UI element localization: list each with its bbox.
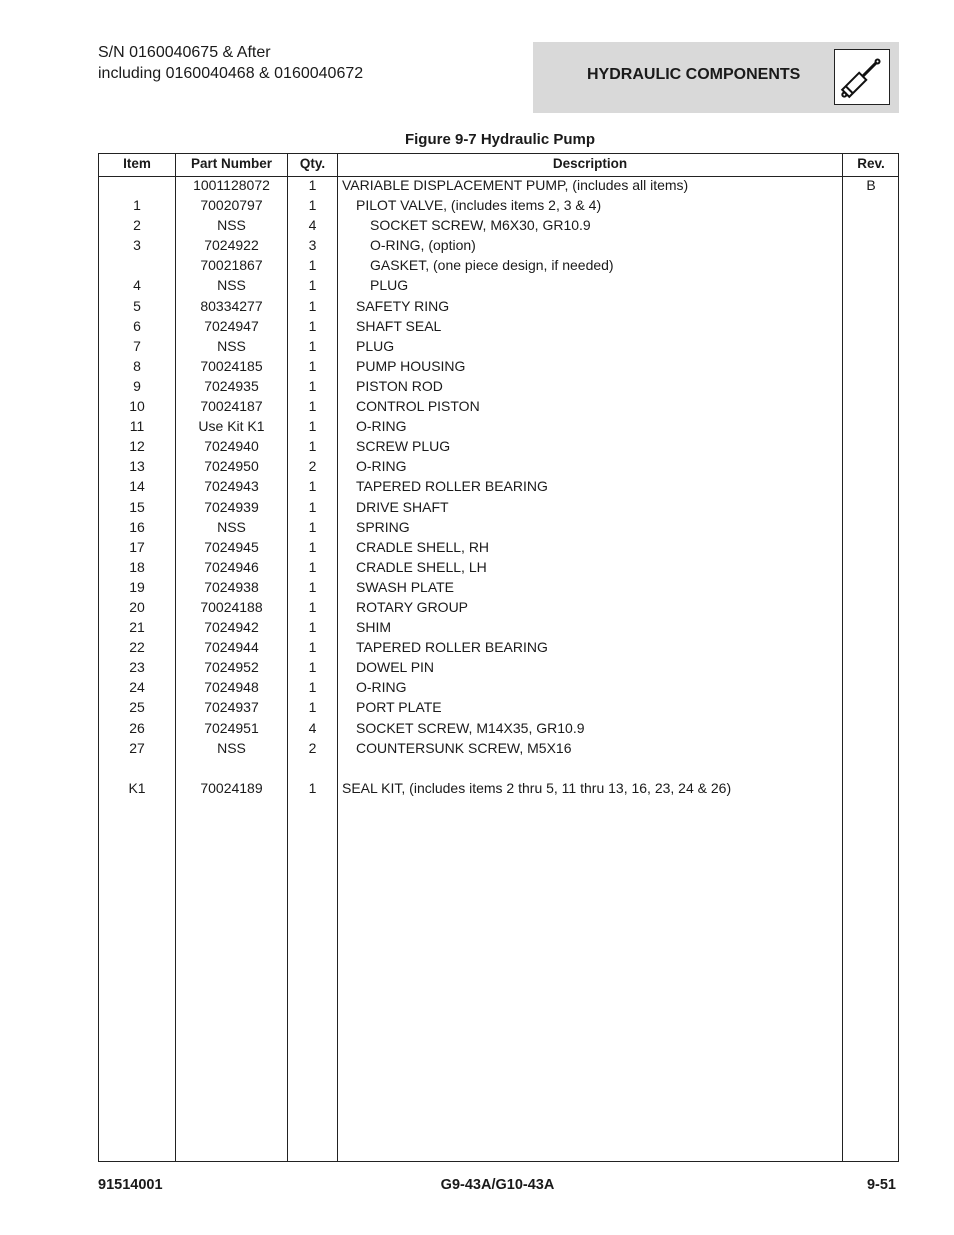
cell-description: CONTROL PISTON xyxy=(356,398,480,415)
cell-description: SOCKET SCREW, M14X35, GR10.9 xyxy=(356,719,585,736)
hydraulic-cylinder-icon xyxy=(834,49,890,105)
cell-qty: 4 xyxy=(308,217,317,234)
cell-description: PILOT VALVE, (includes items 2, 3 & 4) xyxy=(356,197,602,214)
cell-item: 23 xyxy=(129,659,145,676)
cell-qty: 1 xyxy=(308,478,317,495)
cell-description: SAFETY RING xyxy=(356,297,450,314)
cell-part-number: 70024188 xyxy=(200,598,263,615)
cell-part-number: NSS xyxy=(217,518,246,535)
cell-qty: 3 xyxy=(308,237,317,254)
cell-part-number: 7024946 xyxy=(204,558,259,575)
cell-item: 4 xyxy=(133,277,141,294)
cell-qty: 1 xyxy=(308,659,317,676)
cell-part-number: 70024187 xyxy=(200,398,263,415)
cell-qty: 2 xyxy=(308,458,317,475)
col-header-rev: Rev. xyxy=(857,156,885,171)
cell-qty: 1 xyxy=(308,257,317,274)
cell-description: DRIVE SHAFT xyxy=(356,498,449,515)
cell-part-number: 70024189 xyxy=(200,779,263,796)
cell-part-number: 70024185 xyxy=(200,357,263,374)
cell-item: 21 xyxy=(129,619,145,636)
cell-qty: 1 xyxy=(308,277,317,294)
cell-description: O-RING, (option) xyxy=(370,237,476,254)
cell-item: 1 xyxy=(133,197,141,214)
table-row xyxy=(99,557,898,577)
cell-description: PISTON ROD xyxy=(356,377,443,394)
cell-qty: 1 xyxy=(308,398,317,415)
cell-item: 17 xyxy=(129,538,145,555)
cell-description: O-RING xyxy=(356,458,407,475)
cell-item: 15 xyxy=(129,498,145,515)
cell-description: CRADLE SHELL, LH xyxy=(356,558,487,575)
cell-qty: 4 xyxy=(308,719,317,736)
cell-description: SPRING xyxy=(356,518,410,535)
cell-description: O-RING xyxy=(356,418,407,435)
table-row xyxy=(99,577,898,597)
table-row xyxy=(99,738,898,758)
cell-description: SWASH PLATE xyxy=(356,578,455,595)
cell-description: DOWEL PIN xyxy=(356,659,435,676)
table-row xyxy=(99,476,898,496)
table-row xyxy=(99,416,898,436)
cell-qty: 1 xyxy=(308,679,317,696)
cell-description: COUNTERSUNK SCREW, M5X16 xyxy=(356,739,572,756)
col-header-description: Description xyxy=(552,156,628,171)
table-row xyxy=(99,336,898,356)
table-row xyxy=(99,637,898,657)
cell-qty: 1 xyxy=(308,558,317,575)
cell-qty: 1 xyxy=(308,699,317,716)
cell-part-number: 7024942 xyxy=(204,619,259,636)
cell-part-number: NSS xyxy=(217,739,246,756)
footer-page-number: 9-51 xyxy=(866,1177,896,1193)
cell-item: 6 xyxy=(133,317,141,334)
cell-part-number: NSS xyxy=(217,337,246,354)
cell-description: O-RING xyxy=(356,679,407,696)
table-row xyxy=(99,677,898,697)
cell-part-number: NSS xyxy=(217,277,246,294)
cell-description: ROTARY GROUP xyxy=(356,598,469,615)
cell-part-number: 7024935 xyxy=(204,377,259,394)
table-row xyxy=(99,718,898,738)
cell-part-number: Use Kit K1 xyxy=(198,418,265,435)
table-row xyxy=(99,758,898,798)
cell-qty: 1 xyxy=(308,518,317,535)
table-row xyxy=(99,376,898,396)
col-header-item: Item xyxy=(123,156,151,171)
cell-item: 13 xyxy=(129,458,145,475)
section-title: HYDRAULIC COMPONENTS xyxy=(587,66,801,83)
cell-item: 14 xyxy=(129,478,145,495)
cell-rev: B xyxy=(866,177,876,193)
cell-qty: 1 xyxy=(308,498,317,515)
cell-qty: 1 xyxy=(308,418,317,435)
table-row xyxy=(99,497,898,517)
cell-part-number: 7024940 xyxy=(204,438,259,455)
cell-item: 20 xyxy=(129,598,145,615)
cell-description: SOCKET SCREW, M6X30, GR10.9 xyxy=(370,217,591,234)
col-header-part-number: Part Number xyxy=(190,156,273,171)
cell-qty: 1 xyxy=(308,357,317,374)
cell-qty: 1 xyxy=(308,598,317,615)
cell-part-number: 7024937 xyxy=(204,699,259,716)
col-header-qty: Qty. xyxy=(299,156,326,171)
cell-item: 18 xyxy=(129,558,145,575)
table-row xyxy=(99,657,898,677)
cell-item: 22 xyxy=(129,639,145,656)
serial-line-1: S/N 0160040675 & After xyxy=(98,44,271,61)
cell-part-number: 7024951 xyxy=(204,719,259,736)
cell-part-number: 70021867 xyxy=(200,257,263,274)
table-row xyxy=(99,697,898,717)
table-row xyxy=(99,255,898,275)
table-row xyxy=(99,215,898,235)
cell-item: 2 xyxy=(133,217,141,234)
cell-qty: 1 xyxy=(308,779,317,796)
cell-item: 26 xyxy=(129,719,145,736)
cell-item: 27 xyxy=(129,739,145,756)
cell-description: TAPERED ROLLER BEARING xyxy=(356,478,548,495)
cell-description: SEAL KIT, (includes items 2 thru 5, 11 thru 13, 16, 23, 24 & 26) xyxy=(342,779,732,796)
table-row xyxy=(99,275,898,295)
cell-qty: 1 xyxy=(308,297,317,314)
cell-part-number: 7024939 xyxy=(204,498,259,515)
cell-part-number: 1001128072 xyxy=(193,177,270,193)
cell-part-number: 7024948 xyxy=(204,679,259,696)
cell-item: 11 xyxy=(129,418,145,435)
cell-part-number: 7024950 xyxy=(204,458,259,475)
cell-qty: 1 xyxy=(308,337,317,354)
table-row xyxy=(99,195,898,215)
cell-qty: 1 xyxy=(308,197,317,214)
cell-qty: 1 xyxy=(308,438,317,455)
cell-qty: 2 xyxy=(308,739,317,756)
cell-item: K1 xyxy=(128,779,146,796)
cell-part-number: 80334277 xyxy=(200,297,263,314)
table-row xyxy=(99,175,898,195)
cell-item: 5 xyxy=(133,297,141,314)
cell-part-number: NSS xyxy=(217,217,246,234)
table-row xyxy=(99,537,898,557)
cell-item: 25 xyxy=(129,699,145,716)
cell-part-number: 7024952 xyxy=(204,659,259,676)
cell-qty: 1 xyxy=(308,377,317,394)
cell-item: 12 xyxy=(129,438,145,455)
cell-qty: 1 xyxy=(308,578,317,595)
table-row xyxy=(99,396,898,416)
cell-description: PORT PLATE xyxy=(356,699,442,716)
cell-part-number: 7024922 xyxy=(204,237,259,254)
cell-item: 16 xyxy=(129,518,145,535)
cell-item: 9 xyxy=(133,377,141,394)
cell-description: PLUG xyxy=(370,277,409,294)
footer-model: G9-43A/G10-43A xyxy=(440,1177,555,1193)
cell-description: GASKET, (one piece design, if needed) xyxy=(370,257,614,274)
table-row xyxy=(99,517,898,537)
cell-item: 8 xyxy=(133,357,141,374)
cell-part-number: 70020797 xyxy=(200,197,263,214)
section-header xyxy=(533,42,899,113)
cell-qty: 1 xyxy=(308,639,317,656)
parts-table xyxy=(98,153,899,1162)
cell-item: 10 xyxy=(129,398,145,415)
cell-qty: 1 xyxy=(308,619,317,636)
cell-description: VARIABLE DISPLACEMENT PUMP, (includes all items) xyxy=(342,177,689,193)
cell-part-number: 7024938 xyxy=(204,578,259,595)
cell-part-number: 7024943 xyxy=(204,478,259,495)
table-row xyxy=(99,617,898,637)
serial-line-2: including 0160040468 & 0160040672 xyxy=(98,65,364,82)
cell-description: PUMP HOUSING xyxy=(356,357,466,374)
cell-description: PLUG xyxy=(356,337,395,354)
table-row xyxy=(99,597,898,617)
serial-info xyxy=(98,42,363,84)
cell-description: SCREW PLUG xyxy=(356,438,451,455)
cell-description: SHIM xyxy=(356,619,391,636)
figure-title: Figure 9-7 Hydraulic Pump xyxy=(404,131,596,148)
table-row xyxy=(99,456,898,476)
cell-qty: 1 xyxy=(308,538,317,555)
cell-description: CRADLE SHELL, RH xyxy=(356,538,490,555)
table-row xyxy=(99,356,898,376)
cell-part-number: 7024944 xyxy=(204,639,259,656)
cell-description: SHAFT SEAL xyxy=(356,317,442,334)
table-row xyxy=(99,296,898,316)
footer-doc-number: 91514001 xyxy=(98,1177,163,1193)
cell-item: 24 xyxy=(129,679,145,696)
cell-item: 19 xyxy=(129,578,145,595)
table-row xyxy=(99,235,898,255)
table-body xyxy=(99,175,898,798)
cell-item: 3 xyxy=(133,237,141,254)
cell-description: TAPERED ROLLER BEARING xyxy=(356,639,548,656)
cell-part-number: 7024945 xyxy=(204,538,259,555)
cell-qty: 1 xyxy=(308,177,317,193)
cell-part-number: 7024947 xyxy=(204,317,259,334)
cell-qty: 1 xyxy=(308,317,317,334)
table-row xyxy=(99,436,898,456)
table-row xyxy=(99,316,898,336)
cell-item: 7 xyxy=(133,337,141,354)
